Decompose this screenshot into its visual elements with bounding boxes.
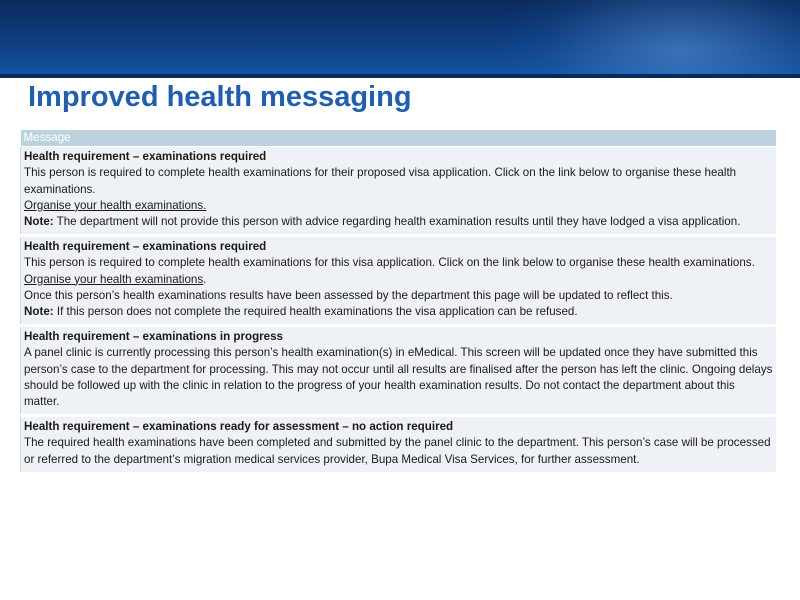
message-cell xyxy=(21,147,777,236)
header-banner xyxy=(0,0,800,78)
organise-examinations-link[interactable]: Organise your health examinations xyxy=(24,272,204,286)
message-body: This person is required to complete health examinations for this visa application. Click on the link below to organise these health examinations. xyxy=(24,256,755,270)
message-body: The required health examinations have been completed and submitted by the panel clinic to the department. This person’s case will be processed or referred to the department’s migration medical services provider, Bupa Medical Visa Services, for further assessment. xyxy=(24,436,771,466)
note-label: Note: xyxy=(24,215,54,229)
message-title: Health requirement – examinations required xyxy=(24,240,267,254)
link-suffix: . xyxy=(203,272,207,286)
message-title: Health requirement – examinations required xyxy=(24,150,267,164)
banner-glow xyxy=(500,0,800,78)
table-row xyxy=(21,326,777,416)
message-body: This person is required to complete health examinations for their proposed visa application. Click on the link below to organise these health examinations. xyxy=(24,166,737,196)
message-title: Health requirement – examinations ready for assessment – no action required xyxy=(24,420,454,434)
message-note xyxy=(24,304,773,320)
message-cell xyxy=(21,236,777,326)
message-table xyxy=(20,130,776,475)
message-title: Health requirement – examinations in progress xyxy=(24,330,284,344)
message-cell xyxy=(21,326,777,416)
note-text: If this person does not complete the required health examinations the visa application can be refused. xyxy=(53,305,578,319)
message-extra: Once this person’s health examinations results have been assessed by the department this page will be updated to reflect this. xyxy=(24,288,673,302)
message-cell xyxy=(21,416,777,474)
message-body: A panel clinic is currently processing this person’s health examination(s) in eMedical. This screen will be updated once they have submitted this person’s case to the department for processing. This may not occur until all results are finalised after the person has left the clinic. Ongoing delays should be followed up with the clinic in relation to the progress of your health examination results. Do not contact the department about this matter. xyxy=(24,346,773,409)
message-note xyxy=(24,214,773,230)
note-text: The department will not provide this person with advice regarding health examination results until they have lodged a visa application. xyxy=(53,215,741,229)
page-title: Improved health messaging xyxy=(28,81,412,113)
column-header-message: Message xyxy=(21,130,777,147)
table-row xyxy=(21,147,777,236)
note-label: Note: xyxy=(24,305,54,319)
table-row xyxy=(21,236,777,326)
organise-examinations-link[interactable]: Organise your health examinations. xyxy=(24,198,207,212)
table-row xyxy=(21,416,777,474)
table-header-row xyxy=(21,130,777,147)
